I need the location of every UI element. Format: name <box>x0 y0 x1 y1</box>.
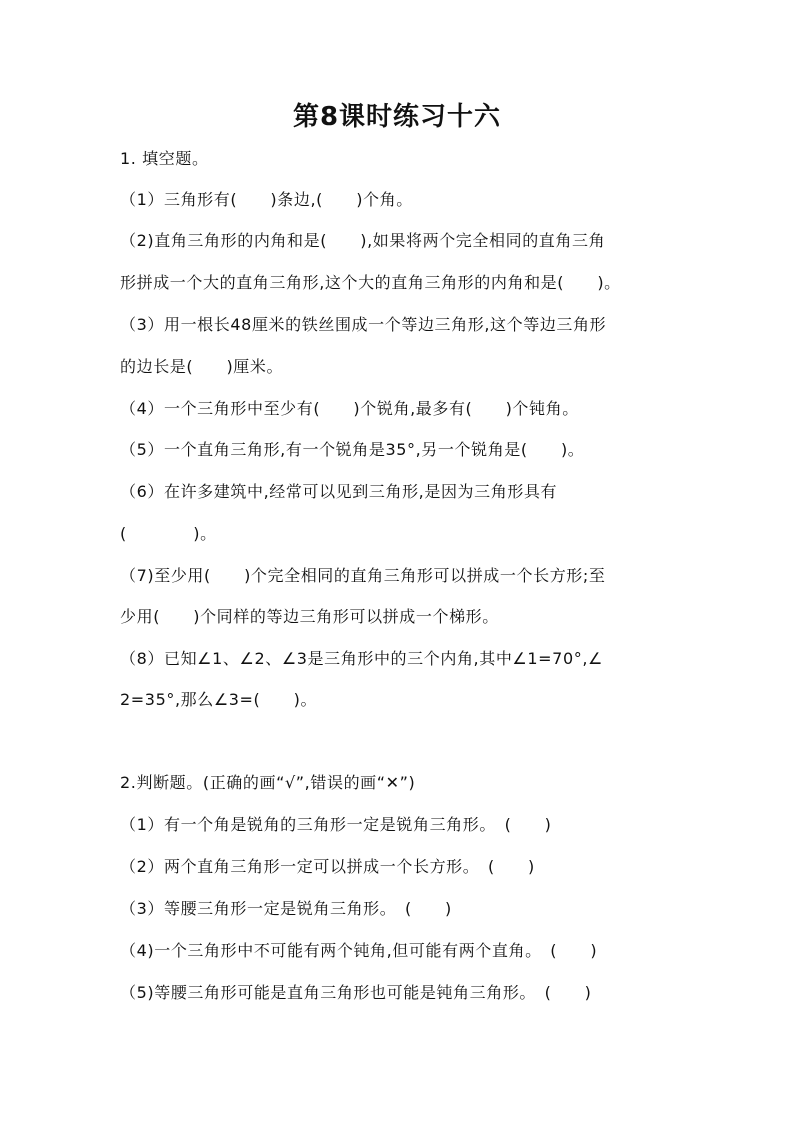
fill-question-6-line-2: ( )。 <box>120 524 217 543</box>
fill-question-7-line-1: （7)至少用( )个完全相同的直角三角形可以拼成一个长方形;至 <box>120 566 606 585</box>
page-title: 第8课时练习十六 <box>292 102 502 132</box>
section2-heading: 2.判断题。(正确的画“√”,错误的画“✕”) <box>120 773 416 792</box>
section1-heading: 1. 填空题。 <box>120 149 209 168</box>
fill-question-2-line-1: （2)直角三角形的内角和是( ),如果将两个完全相同的直角三角 <box>120 231 606 250</box>
fill-question-6-line-1: （6）在许多建筑中,经常可以见到三角形,是因为三角形具有 <box>120 482 558 501</box>
fill-question-8-line-1: （8）已知∠1、∠2、∠3是三角形中的三个内角,其中∠1=70°,∠ <box>120 649 603 668</box>
fill-question-3-line-1: （3）用一根长48厘米的铁丝围成一个等边三角形,这个等边三角形 <box>120 315 607 334</box>
fill-question-5: （5）一个直角三角形,有一个锐角是35°,另一个锐角是( )。 <box>120 440 585 459</box>
fill-question-1: （1）三角形有( )条边,( )个角。 <box>120 190 413 209</box>
fill-question-8-line-2: 2=35°,那么∠3=( )。 <box>120 690 318 709</box>
fill-question-7-line-2: 少用( )个同样的等边三角形可以拼成一个梯形。 <box>120 607 499 626</box>
fill-question-4: （4）一个三角形中至少有( )个锐角,最多有( )个钝角。 <box>120 399 579 418</box>
judge-question-3: （3）等腰三角形一定是锐角三角形。 ( ) <box>120 899 452 918</box>
fill-question-3-line-2: 的边长是( )厘米。 <box>120 357 284 376</box>
judge-question-5: （5)等腰三角形可能是直角三角形也可能是钝角三角形。 ( ) <box>120 983 592 1002</box>
judge-question-2: （2）两个直角三角形一定可以拼成一个长方形。 ( ) <box>120 857 535 876</box>
judge-question-4: （4)一个三角形中不可能有两个钝角,但可能有两个直角。 ( ) <box>120 941 598 960</box>
judge-question-1: （1）有一个角是锐角的三角形一定是锐角三角形。 ( ) <box>120 815 552 834</box>
fill-question-2-line-2: 形拼成一个大的直角三角形,这个大的直角三角形的内角和是( )。 <box>120 273 621 292</box>
